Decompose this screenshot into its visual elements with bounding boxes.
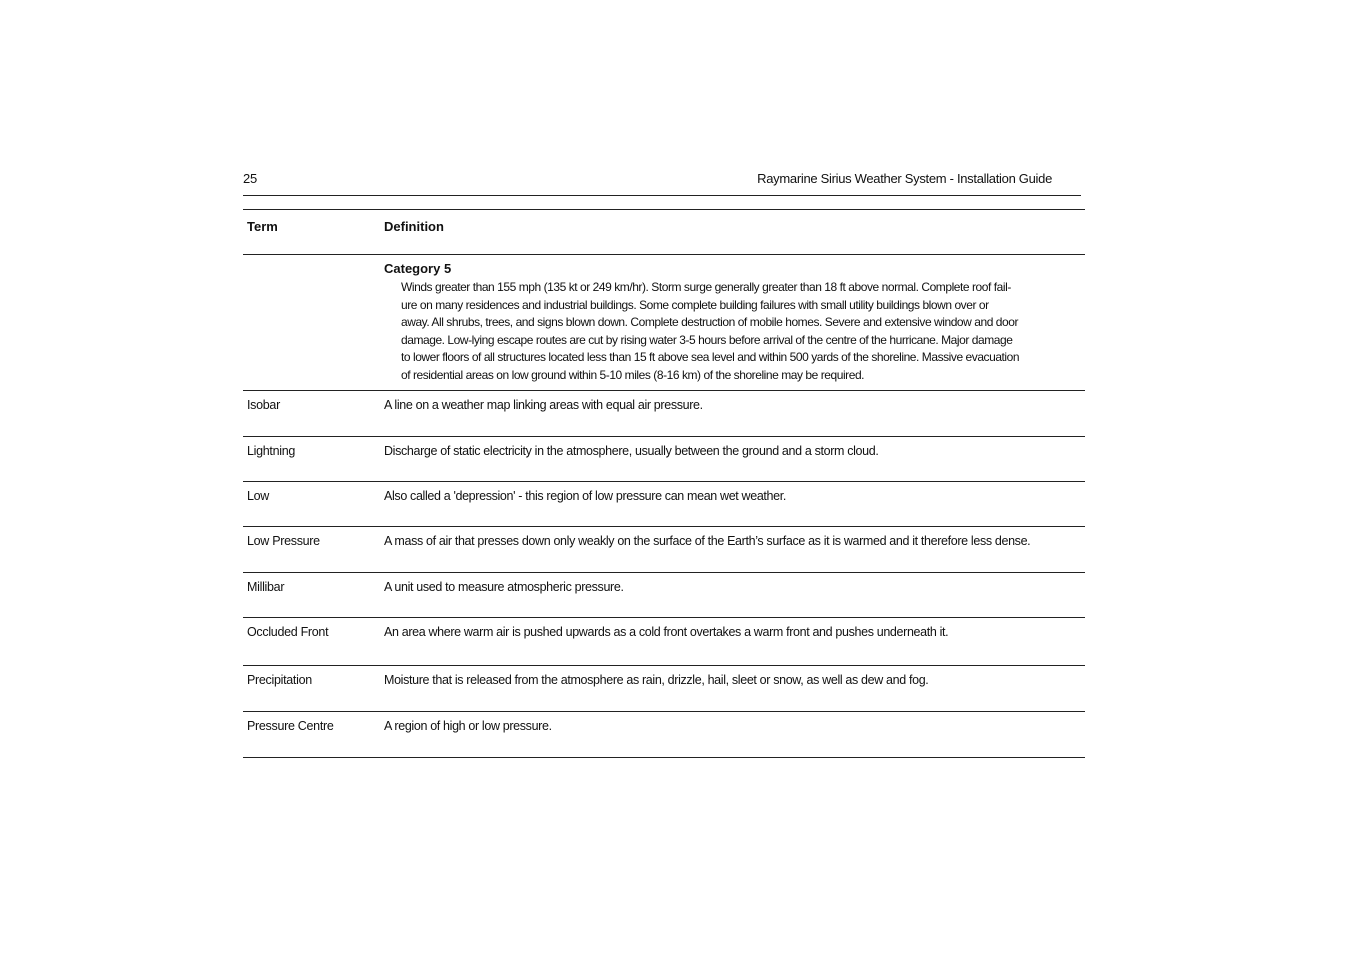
definition-cell: Discharge of static electricity in the atmosphere, usually between the ground and a storm cloud.	[384, 444, 879, 458]
category-5-line: of residential areas on low ground within 5-10 miles (8-16 km) of the shoreline may be required.	[401, 367, 865, 382]
table-row-category-5	[243, 255, 1085, 391]
table-row	[243, 573, 1085, 618]
category-5-line: ure on many residences and industrial buildings. Some complete building failures with small utility buildings blown over or	[401, 297, 989, 312]
term-cell: Pressure Centre	[247, 719, 334, 733]
category-5-line: damage. Low-lying escape routes are cut by rising water 3-5 hours before arrival of the centre of the hurricane. Major damage	[401, 332, 1013, 347]
glossary-table	[243, 209, 1085, 758]
table-row	[243, 437, 1085, 482]
table-row	[243, 391, 1085, 437]
table-row	[243, 527, 1085, 573]
column-header-term: Term	[247, 219, 278, 234]
term-cell: Low Pressure	[247, 534, 320, 548]
table-row	[243, 712, 1085, 758]
definition-cell: Moisture that is released from the atmosphere as rain, drizzle, hail, sleet or snow, as well as dew and fog.	[384, 673, 929, 687]
definition-cell: A mass of air that presses down only weakly on the surface of the Earth’s surface as it is warmed and it therefore less dense.	[384, 534, 1031, 548]
definition-cell: A unit used to measure atmospheric pressure.	[384, 580, 624, 594]
category-5-title: Category 5	[384, 261, 452, 276]
term-cell: Lightning	[247, 444, 296, 458]
table-row	[243, 666, 1085, 712]
header-rule	[243, 195, 1081, 196]
table-header-row	[243, 210, 1085, 255]
definition-cell: A line on a weather map linking areas with equal air pressure.	[384, 398, 703, 412]
column-header-definition: Definition	[384, 219, 444, 234]
category-5-line: to lower floors of all structures located less than 15 ft above sea level and within 500 yards of the shoreline. Massive evacuation	[401, 350, 1020, 365]
definition-cell: Also called a 'depression' - this region of low pressure can mean wet weather.	[384, 489, 787, 503]
category-5-description	[401, 279, 1075, 385]
term-cell: Low	[247, 489, 270, 503]
category-5-line: away. All shrubs, trees, and signs blown down. Complete destruction of mobile homes. Severe and extensive window and door	[401, 315, 1019, 330]
table-row	[243, 618, 1085, 666]
table-row	[243, 482, 1085, 527]
page-number: 25	[243, 171, 258, 186]
term-cell: Occluded Front	[247, 625, 329, 639]
term-cell: Isobar	[247, 398, 280, 412]
term-cell: Precipitation	[247, 673, 312, 687]
definition-cell: A region of high or low pressure.	[384, 719, 552, 733]
document-title: Raymarine Sirius Weather System - Installation Guide	[757, 171, 1052, 186]
term-cell: Millibar	[247, 580, 285, 594]
definition-cell: An area where warm air is pushed upwards as a cold front overtakes a warm front and pushes underneath it.	[384, 625, 949, 639]
category-5-line: Winds greater than 155 mph (135 kt or 249 km/hr). Storm surge generally greater than 18 ft above normal. Complete roof fail-	[401, 280, 1011, 294]
